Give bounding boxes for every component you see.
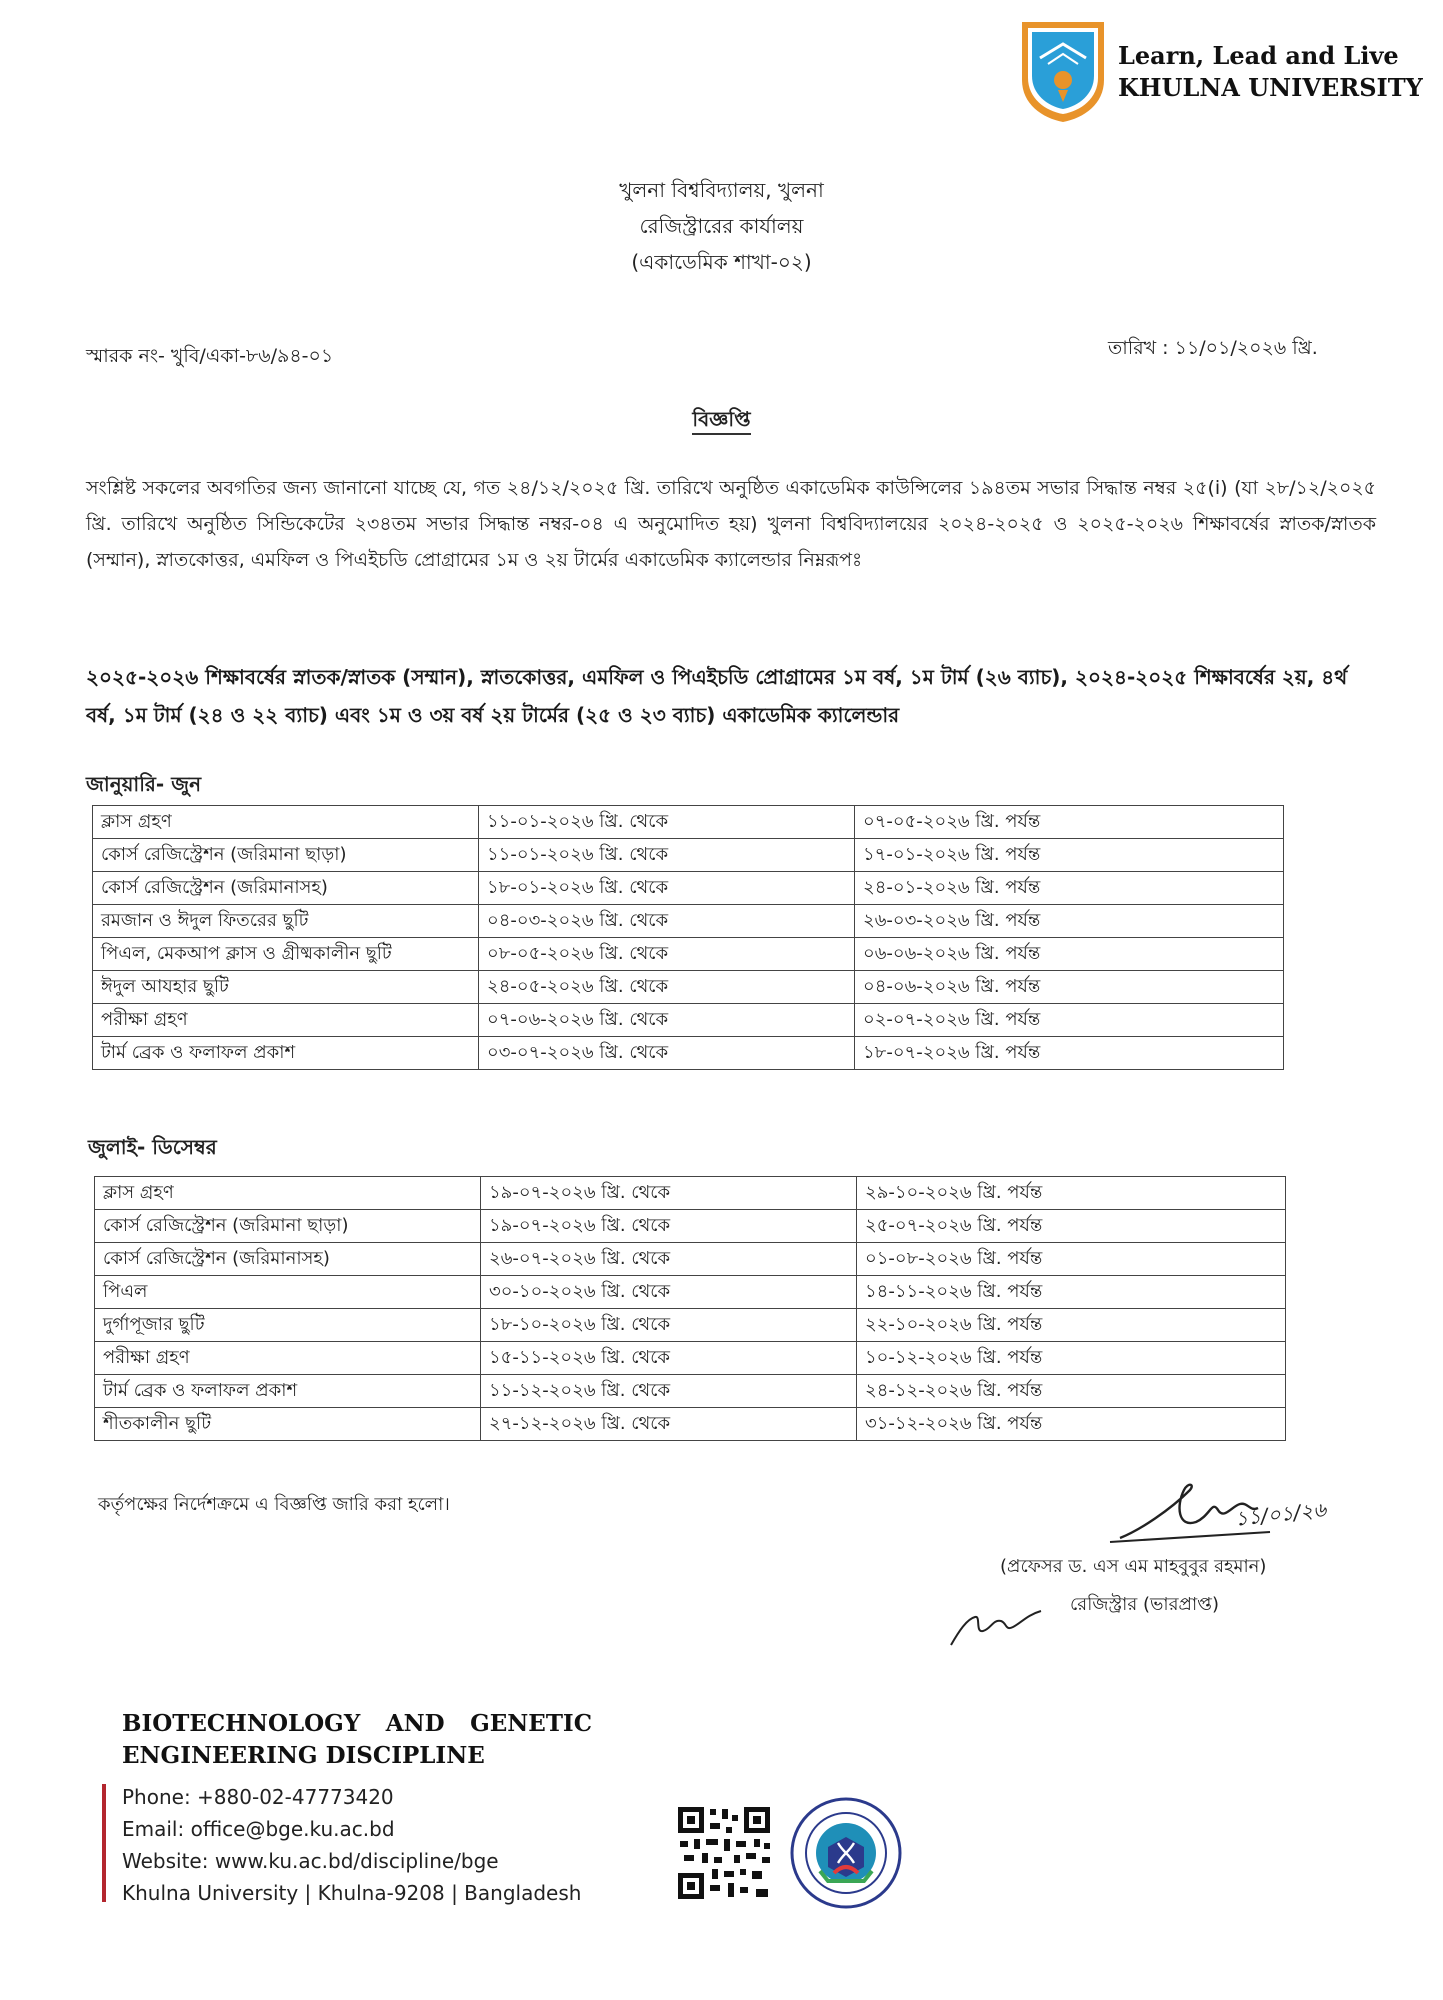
university-logo xyxy=(1018,18,1108,124)
contact-block xyxy=(122,1781,581,1909)
section-heading-jul-dec: জুলাই- ডিসেম্বর xyxy=(88,1135,217,1159)
office-line-1: খুলনা বিশ্ববিদ্যালয়, খুলনা xyxy=(619,178,824,202)
activity-cell: রমজান ও ঈদুল ফিতরের ছুটি xyxy=(93,905,479,938)
from-cell: ০৪-০৩-২০২৬ খ্রি. থেকে xyxy=(479,905,855,938)
brand-university: KHULNA UNIVERSITY xyxy=(1118,73,1423,102)
office-line-3: (একাডেমিক শাখা-০২) xyxy=(631,250,812,274)
table-row xyxy=(95,1177,1286,1210)
contact-phone: Phone: +880-02-47773420 xyxy=(122,1785,394,1809)
signature-date: ১১/০১/২৬ xyxy=(1233,1497,1328,1531)
table-row xyxy=(93,839,1284,872)
from-cell: ১৫-১১-২০২৬ খ্রি. থেকে xyxy=(481,1342,857,1375)
activity-cell: ক্লাস গ্রহণ xyxy=(95,1177,481,1210)
to-cell: ২৬-০৩-২০২৬ খ্রি. পর্যন্ত xyxy=(855,905,1284,938)
activity-cell: ঈদুল আযহার ছুটি xyxy=(93,971,479,1004)
office-line-2: রেজিস্ট্রারের কার্যালয় xyxy=(639,214,804,238)
from-cell: ০৩-০৭-২০২৬ খ্রি. থেকে xyxy=(479,1037,855,1070)
activity-cell: পরীক্ষা গ্রহণ xyxy=(93,1004,479,1037)
from-cell: ২৭-১২-২০২৬ খ্রি. থেকে xyxy=(481,1408,857,1441)
table-row xyxy=(95,1342,1286,1375)
from-cell: ২৬-০৭-২০২৬ খ্রি. থেকে xyxy=(481,1243,857,1276)
to-cell: ০৭-০৫-২০২৬ খ্রি. পর্যন্ত xyxy=(855,806,1284,839)
to-cell: ০১-০৮-২০২৬ খ্রি. পর্যন্ত xyxy=(857,1243,1286,1276)
to-cell: ২২-১০-২০২৬ খ্রি. পর্যন্ত xyxy=(857,1309,1286,1342)
table-row xyxy=(93,1037,1284,1070)
brand-tagline: Learn, Lead and Live xyxy=(1118,41,1399,70)
activity-cell: ক্লাস গ্রহণ xyxy=(93,806,479,839)
activity-cell: কোর্স রেজিস্ট্রেশন (জরিমানা ছাড়া) xyxy=(95,1210,481,1243)
department-name: BIOTECHNOLOGY AND GENETIC ENGINEERING DISCIPLINE xyxy=(122,1710,592,1769)
calendar-table-jan-jun xyxy=(92,805,1284,1070)
table-row xyxy=(95,1243,1286,1276)
table-row xyxy=(95,1210,1286,1243)
to-cell: ০২-০৭-২০২৬ খ্রি. পর্যন্ত xyxy=(855,1004,1284,1037)
contact-email[interactable]: Email: office@bge.ku.ac.bd xyxy=(122,1817,395,1841)
table-row xyxy=(95,1276,1286,1309)
table-row xyxy=(95,1375,1286,1408)
contact-address: Khulna University | Khulna-9208 | Bangladesh xyxy=(122,1881,582,1905)
table-row xyxy=(93,938,1284,971)
table-row xyxy=(93,971,1284,1004)
initial-signature xyxy=(945,1595,1055,1655)
activity-cell: কোর্স রেজিস্ট্রেশন (জরিমানাসহ) xyxy=(93,872,479,905)
from-cell: ১১-০১-২০২৬ খ্রি. থেকে xyxy=(479,806,855,839)
to-cell: ২৪-০১-২০২৬ খ্রি. পর্যন্ত xyxy=(855,872,1284,905)
notice-date: তারিখ : ১১/০১/২০২৬ খ্রি. xyxy=(1108,337,1318,359)
memo-number: স্মারক নং- খুবি/একা-৮৬/৯৪-০১ xyxy=(86,345,334,367)
from-cell: ১১-১২-২০২৬ খ্রি. থেকে xyxy=(481,1375,857,1408)
to-cell: ১০-১২-২০২৬ খ্রি. পর্যন্ত xyxy=(857,1342,1286,1375)
to-cell: ৩১-১২-২০২৬ খ্রি. পর্যন্ত xyxy=(857,1408,1286,1441)
signer-name: (প্রফেসর ড. এস এম মাহবুবুর রহমান) xyxy=(1000,1556,1267,1577)
activity-cell: শীতকালীন ছুটি xyxy=(95,1408,481,1441)
table-row xyxy=(93,905,1284,938)
table-row xyxy=(95,1408,1286,1441)
authority-note: কর্তৃপক্ষের নির্দেশক্রমে এ বিজ্ঞপ্তি জারি করা হলো। xyxy=(98,1494,450,1515)
calendar-table-jul-dec xyxy=(94,1176,1286,1441)
from-cell: ১৯-০৭-২০২৬ খ্রি. থেকে xyxy=(481,1177,857,1210)
qr-code-icon xyxy=(676,1805,772,1901)
to-cell: ২৯-১০-২০২৬ খ্রি. পর্যন্ত xyxy=(857,1177,1286,1210)
department-seal-icon xyxy=(790,1797,902,1909)
to-cell: ০৬-০৬-২০২৬ খ্রি. পর্যন্ত xyxy=(855,938,1284,971)
activity-cell: টার্ম ব্রেক ও ফলাফল প্রকাশ xyxy=(95,1375,481,1408)
contact-website[interactable]: Website: www.ku.ac.bd/discipline/bge xyxy=(122,1849,499,1873)
intro-paragraph: সংশ্লিষ্ট সকলের অবগতির জন্য জানানো যাচ্ছে যে, গত ২৪/১২/২০২৫ খ্রি. তারিখে অনুষ্ঠিত একাডেমিক কাউন্সিলের ১৯৪তম সভার সিদ্ধান্ত নম্বর ২৫(i) (যা ২৮/১২/২০২৫ খ্রি. তারিখে অনুষ্ঠিত সিন্ডিকেটের ২৩৪তম সভার সিদ্ধান্ত নম্বর-০৪ এ অনুমোদিত হয়) খুলনা বিশ্ববিদ্যালয়ের ২০২৪-২০২৫ ও ২০২৫-২০২৬ শিক্ষাবর্ষের স্নাতক/স্নাতক (সম্মান), স্নাতকোত্তর, এমফিল ও পিএইচডি প্রোগ্রামের ১ম ও ২য় টার্মের একাডেমিক ক্যালেন্ডার নিম্নরূপঃ xyxy=(86,477,1376,571)
to-cell: ০৪-০৬-২০২৬ খ্রি. পর্যন্ত xyxy=(855,971,1284,1004)
from-cell: ০৭-০৬-২০২৬ খ্রি. থেকে xyxy=(479,1004,855,1037)
activity-cell: পিএল, মেকআপ ক্লাস ও গ্রীষ্মকালীন ছুটি xyxy=(93,938,479,971)
activity-cell: কোর্স রেজিস্ট্রেশন (জরিমানাসহ) xyxy=(95,1243,481,1276)
activity-cell: টার্ম ব্রেক ও ফলাফল প্রকাশ xyxy=(93,1037,479,1070)
section-heading-jan-jun: জানুয়ারি- জুন xyxy=(86,772,202,796)
table-row xyxy=(93,1004,1284,1037)
table-row xyxy=(93,872,1284,905)
from-cell: ২৪-০৫-২০২৬ খ্রি. থেকে xyxy=(479,971,855,1004)
activity-cell: কোর্স রেজিস্ট্রেশন (জরিমানা ছাড়া) xyxy=(93,839,479,872)
to-cell: ১৮-০৭-২০২৬ খ্রি. পর্যন্ত xyxy=(855,1037,1284,1070)
activity-cell: দুর্গাপূজার ছুটি xyxy=(95,1309,481,1342)
from-cell: ১৯-০৭-২০২৬ খ্রি. থেকে xyxy=(481,1210,857,1243)
brand-text xyxy=(1118,40,1423,104)
notice-title xyxy=(0,405,1443,438)
table-row xyxy=(95,1309,1286,1342)
footer-accent-bar xyxy=(102,1784,106,1902)
to-cell: ২৫-০৭-২০২৬ খ্রি. পর্যন্ত xyxy=(857,1210,1286,1243)
office-header xyxy=(0,172,1443,280)
to-cell: ১৪-১১-২০২৬ খ্রি. পর্যন্ত xyxy=(857,1276,1286,1309)
signer-title: রেজিস্ট্রার (ভারপ্রাপ্ত) xyxy=(1070,1594,1219,1615)
calendar-title: ২০২৫-২০২৬ শিক্ষাবর্ষের স্নাতক/স্নাতক (সম্মান), স্নাতকোত্তর, এমফিল ও পিএইচডি প্রোগ্রামের ১ম বর্ষ, ১ম টার্ম (২৬ ব্যাচ), ২০২৪-২০২৫ শিক্ষাবর্ষের ২য়, ৪র্থ বর্ষ, ১ম টার্ম (২৪ ও ২২ ব্যাচ) এবং ১ম ও ৩য় বর্ষ ২য় টার্মের (২৫ ও ২৩ ব্যাচ) একাডেমিক ক্যালেন্ডার xyxy=(86,665,1348,727)
to-cell: ১৭-০১-২০২৬ খ্রি. পর্যন্ত xyxy=(855,839,1284,872)
from-cell: ৩০-১০-২০২৬ খ্রি. থেকে xyxy=(481,1276,857,1309)
to-cell: ২৪-১২-২০২৬ খ্রি. পর্যন্ত xyxy=(857,1375,1286,1408)
from-cell: ১৮-০১-২০২৬ খ্রি. থেকে xyxy=(479,872,855,905)
notice-title-text: বিজ্ঞপ্তি xyxy=(692,407,750,435)
activity-cell: পরীক্ষা গ্রহণ xyxy=(95,1342,481,1375)
table-row xyxy=(93,806,1284,839)
activity-cell: পিএল xyxy=(95,1276,481,1309)
from-cell: ১৮-১০-২০২৬ খ্রি. থেকে xyxy=(481,1309,857,1342)
from-cell: ০৮-০৫-২০২৬ খ্রি. থেকে xyxy=(479,938,855,971)
from-cell: ১১-০১-২০২৬ খ্রি. থেকে xyxy=(479,839,855,872)
